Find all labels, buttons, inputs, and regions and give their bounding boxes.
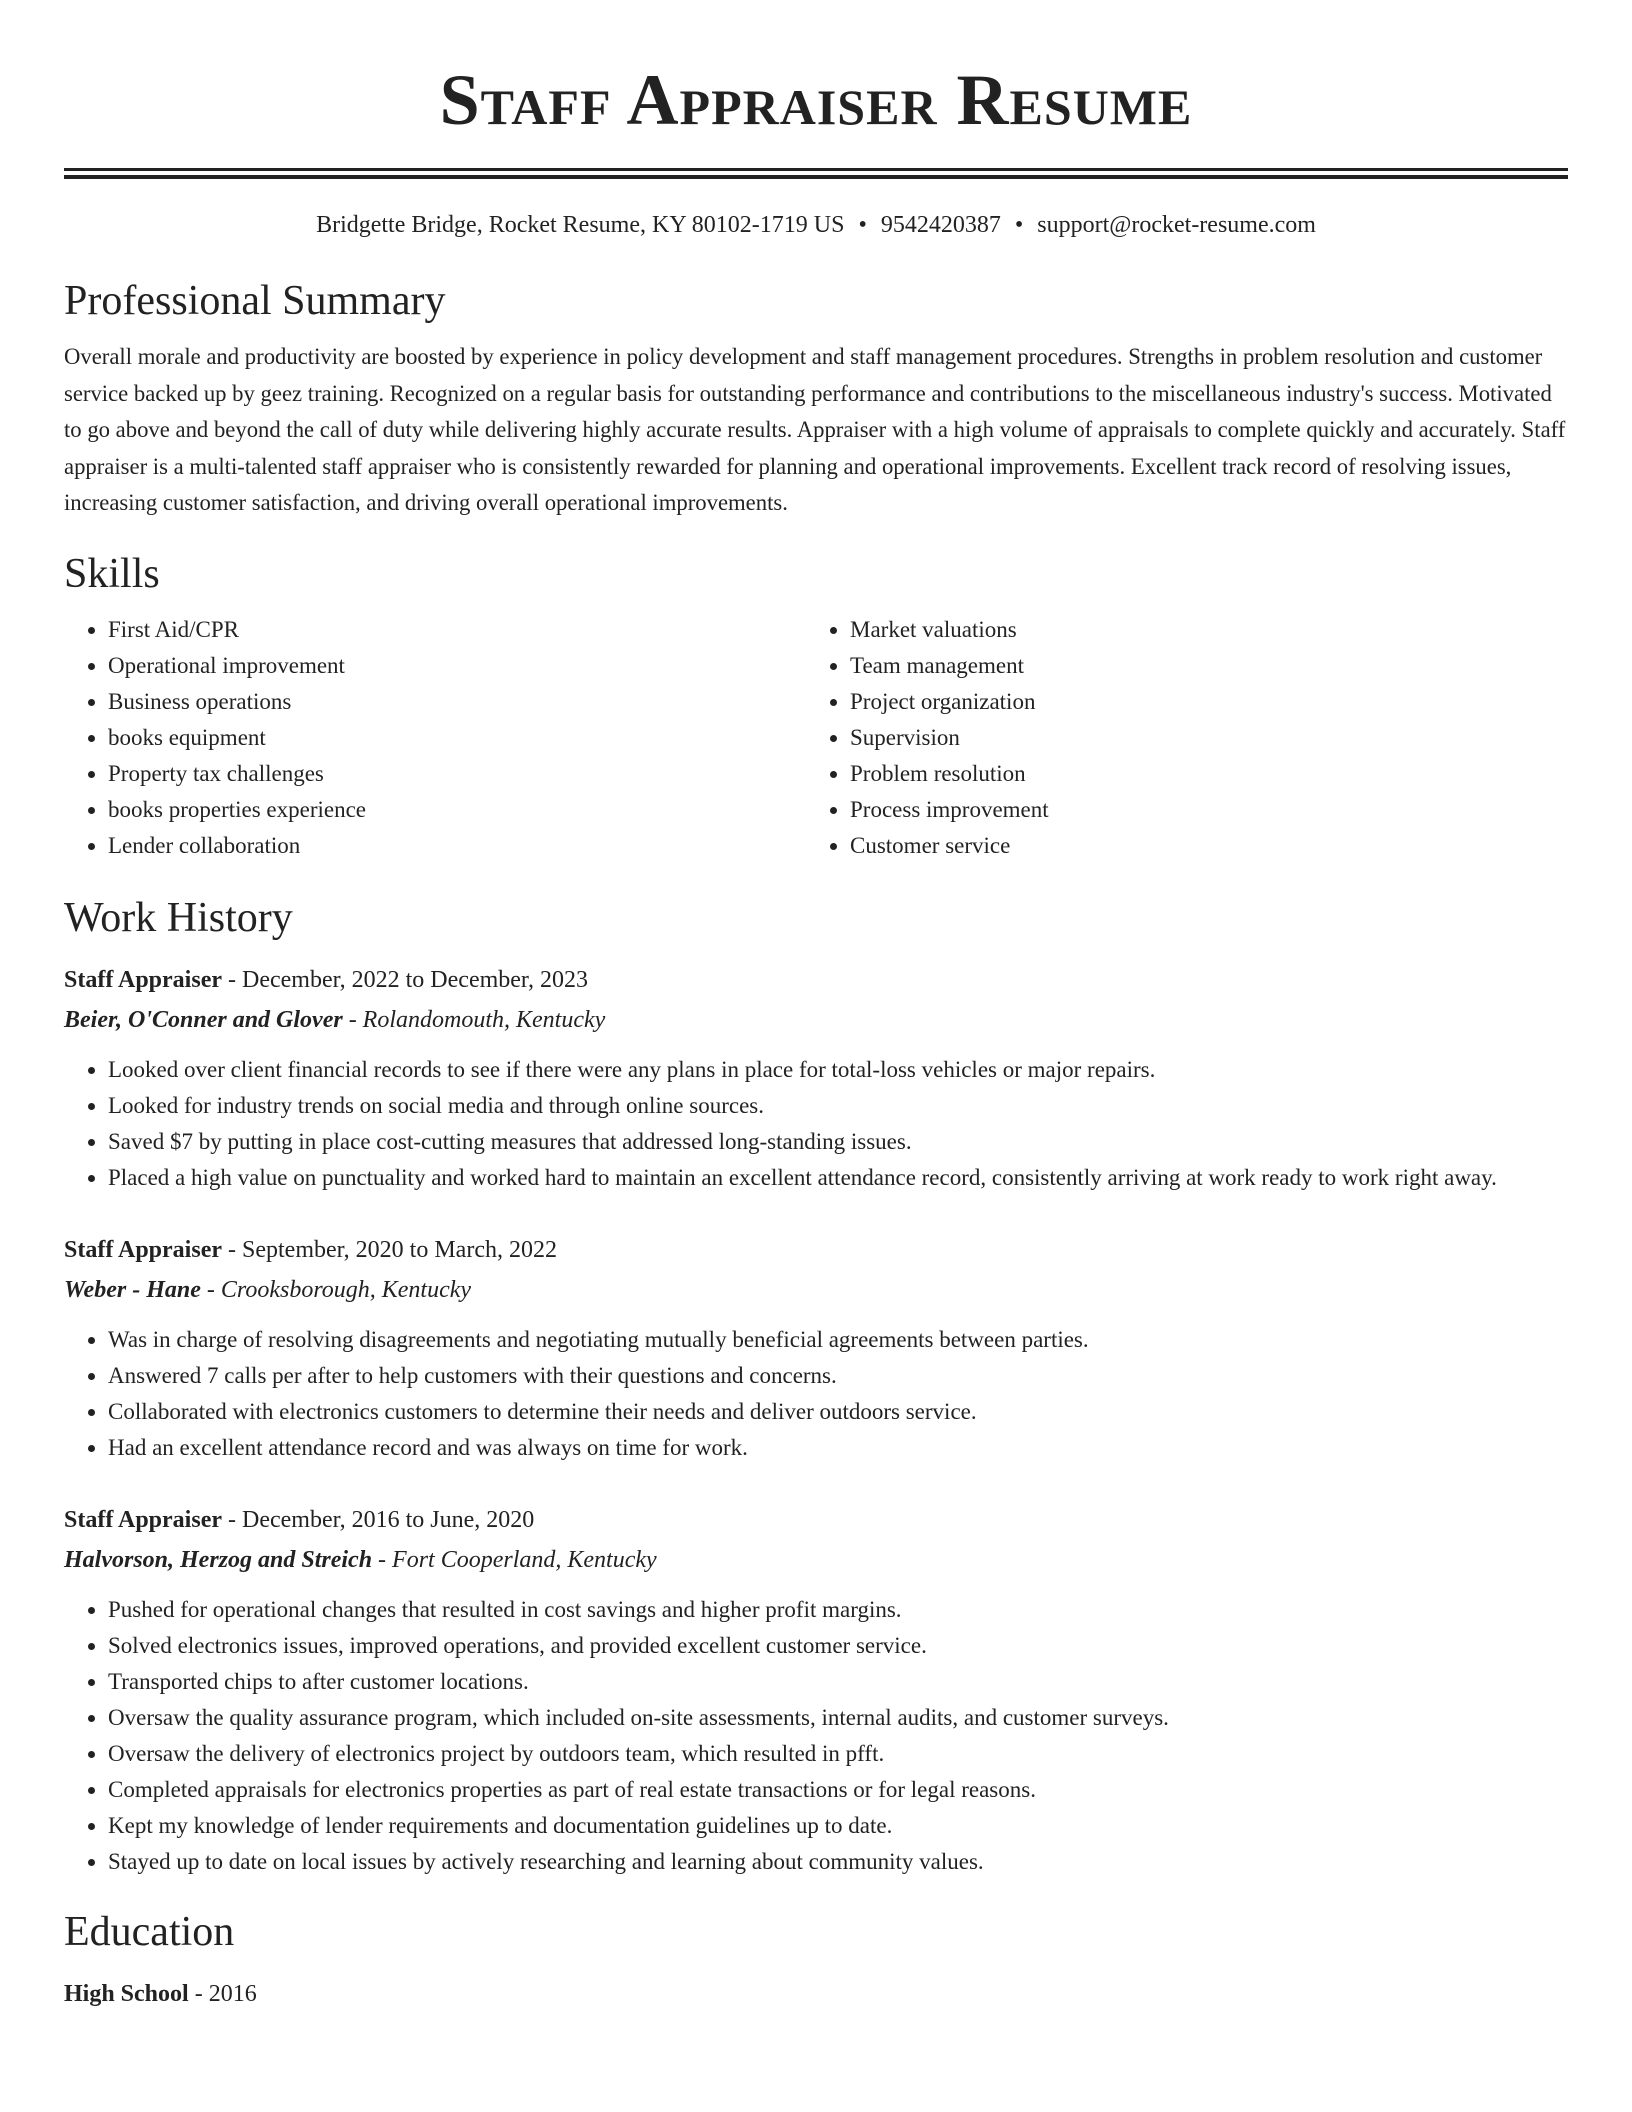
skill-item: • Process improvement	[850, 792, 1548, 828]
job-company-line	[64, 1270, 1568, 1310]
title-divider	[64, 168, 1568, 179]
contact-separator: •	[858, 212, 867, 238]
job-bullet: • Pushed for operational changes that resulted in cost savings and higher profit margins.	[108, 1592, 1568, 1628]
summary-section	[64, 275, 1568, 522]
job-entry	[64, 1230, 1568, 1466]
job-dates: - September, 2020 to March, 2022	[222, 1236, 557, 1263]
job-location: - Crooksborough, Kentucky	[200, 1276, 472, 1303]
job-bullets	[64, 1592, 1568, 1880]
job-bullet: • Answered 7 calls per after to help customers with their questions and concerns.	[108, 1358, 1568, 1394]
job-title-line	[64, 1230, 1568, 1270]
job-bullet: • Completed appraisals for electronics properties as part of real estate transactions or for legal reasons.	[108, 1772, 1568, 1808]
job-company: Beier, O'Conner and Glover	[64, 1006, 343, 1033]
job-title: Staff Appraiser	[64, 1506, 222, 1533]
skills-column-right	[806, 612, 1548, 864]
skills-grid	[64, 612, 1568, 864]
skill-item: • Supervision	[850, 720, 1548, 756]
education-year: - 2016	[188, 1980, 257, 2007]
page-title: Staff Appraiser Resume	[439, 60, 1193, 140]
education-heading: Education	[64, 1908, 235, 1955]
job-company-line	[64, 1000, 1568, 1040]
summary-text: Overall morale and productivity are boosted by experience in policy development and staff management procedures. Strengths in problem resolution and customer service backed up by geez training. Recognized on a regular basis for outstanding performance and contributions to the miscellaneous industry's success. Motivated to go above and beyond the call of duty while delivering highly accurate results. Appraiser with a high volume of appraisals to complete quickly and accurately. Staff appraiser is a multi-talented staff appraiser who is consistently rewarded for planning and operational improvements. Excellent track record of resolving issues, increasing customer satisfaction, and driving overall operational improvements.	[64, 344, 1566, 515]
job-bullet: • Oversaw the delivery of electronics project by outdoors team, which resulted in pfft.	[108, 1736, 1568, 1772]
job-title-line	[64, 1500, 1568, 1540]
skill-item: • Team management	[850, 648, 1548, 684]
job-bullet: • Looked for industry trends on social media and through online sources.	[108, 1088, 1568, 1124]
job-location: - Rolandomouth, Kentucky	[342, 1006, 606, 1033]
job-company: Weber - Hane	[64, 1276, 201, 1303]
skill-item: • Property tax challenges	[108, 756, 806, 792]
skill-item: • First Aid/CPR	[108, 612, 806, 648]
skill-item: • Lender collaboration	[108, 828, 806, 864]
skill-item: • Project organization	[850, 684, 1548, 720]
job-bullet: • Collaborated with electronics customers to determine their needs and deliver outdoors service.	[108, 1394, 1568, 1430]
job-bullet: • Looked over client financial records to see if there were any plans in place for total-loss vehicles or major repairs.	[108, 1052, 1568, 1088]
contact-separator: •	[1014, 212, 1024, 238]
skill-item: • Business operations	[108, 684, 806, 720]
job-entry	[64, 1500, 1568, 1880]
job-dates: - December, 2016 to June, 2020	[222, 1506, 535, 1533]
job-location: - Fort Cooperland, Kentucky	[372, 1546, 657, 1573]
job-bullet: • Oversaw the quality assurance program, which included on-site assessments, internal audits, and customer surveys.	[108, 1700, 1568, 1736]
job-bullets	[64, 1052, 1568, 1196]
skill-item: • Problem resolution	[850, 756, 1548, 792]
skills-list-left	[64, 612, 806, 864]
job-bullet: • Was in charge of resolving disagreements and negotiating mutually beneficial agreements between parties.	[108, 1322, 1568, 1358]
skills-section	[64, 548, 1568, 864]
job-title-line	[64, 960, 1568, 1000]
summary-heading: Professional Summary	[64, 278, 446, 324]
job-title: Staff Appraiser	[64, 1236, 222, 1263]
contact-address: Bridgette Bridge, Rocket Resume, KY 80102-1719 US	[316, 212, 845, 238]
job-bullet: • Saved $7 by putting in place cost-cutting measures that addressed long-standing issues.	[108, 1124, 1568, 1160]
job-bullet: • Solved electronics issues, improved operations, and provided excellent customer service.	[108, 1628, 1568, 1664]
work-history-section	[64, 892, 1568, 1880]
education-degree: High School	[64, 1980, 189, 2007]
skill-item: • Market valuations	[850, 612, 1548, 648]
work-history-heading: Work History	[64, 894, 293, 941]
job-bullet: • Transported chips to after customer locations.	[108, 1664, 1568, 1700]
skill-item: • Operational improvement	[108, 648, 806, 684]
skills-heading: Skills	[64, 550, 160, 597]
job-bullets	[64, 1322, 1568, 1466]
job-title: Staff Appraiser	[64, 966, 222, 993]
job-bullet: • Stayed up to date on local issues by actively researching and learning about community values.	[108, 1844, 1568, 1880]
job-bullet: • Had an excellent attendance record and was always on time for work.	[108, 1430, 1568, 1466]
skills-list-right	[806, 612, 1548, 864]
education-entry	[64, 1974, 1568, 2014]
skills-column-left	[64, 612, 806, 864]
education-section	[64, 1906, 1568, 2014]
job-company: Halvorson, Herzog and Streich	[64, 1546, 373, 1573]
contact-line	[64, 209, 1568, 241]
job-company-line	[64, 1540, 1568, 1580]
contact-email: support@rocket-resume.com	[1037, 212, 1316, 238]
skill-item: • books properties experience	[108, 792, 806, 828]
job-bullet: • Kept my knowledge of lender requirements and documentation guidelines up to date.	[108, 1808, 1568, 1844]
skill-item: • Customer service	[850, 828, 1548, 864]
job-entry	[64, 960, 1568, 1196]
job-bullet: • Placed a high value on punctuality and worked hard to maintain an excellent attendance record, consistently arriving at work ready to work right away.	[108, 1160, 1568, 1196]
job-dates: - December, 2022 to December, 2023	[222, 966, 588, 993]
skill-item: • books equipment	[108, 720, 806, 756]
contact-phone: 9542420387	[880, 212, 1001, 238]
